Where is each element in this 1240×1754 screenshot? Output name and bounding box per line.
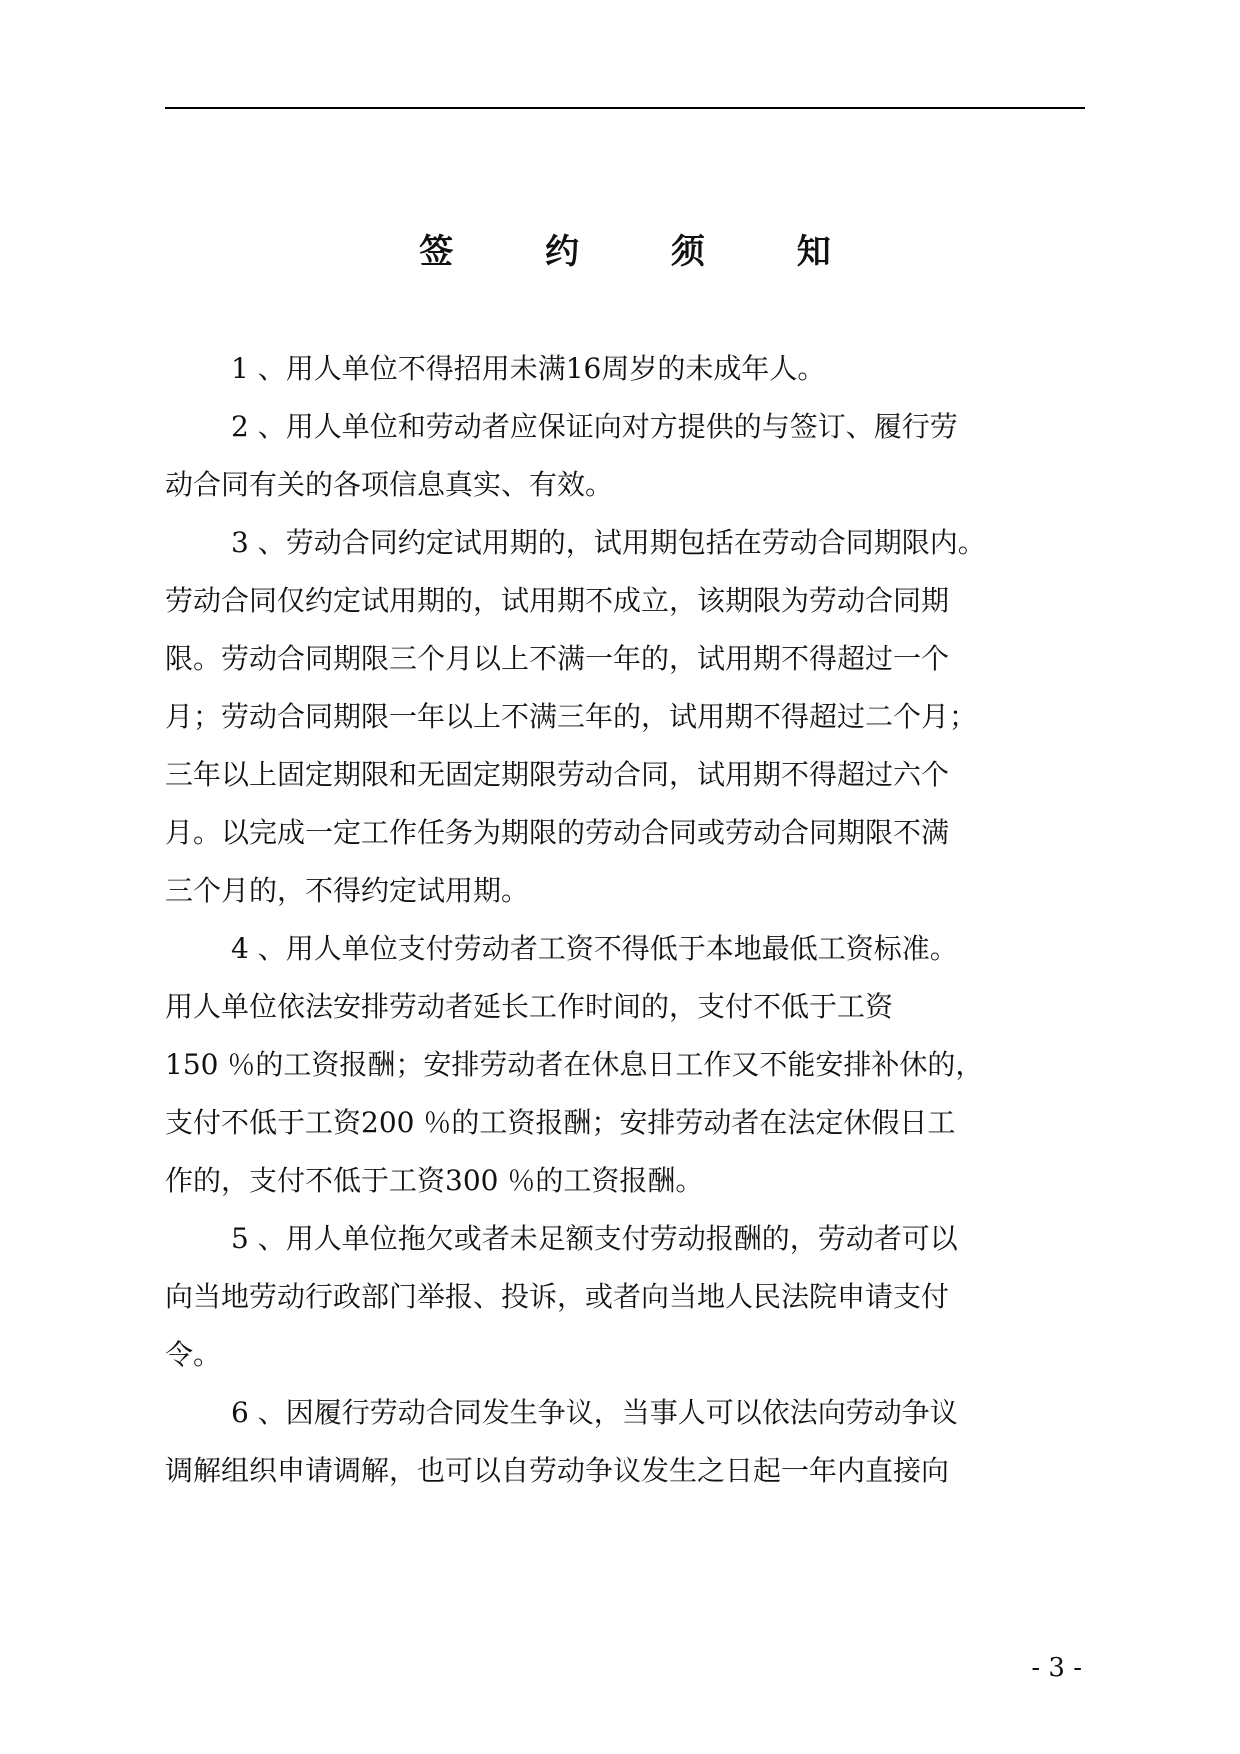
paragraph-line: 限。劳动合同期限三个月以上不满一年的，试用期不得超过一个 [165,642,950,675]
paragraph-6 [165,1384,1085,1500]
paragraph-line: 月；劳动合同期限一年以上不满三年的，试用期不得超过二个月； [165,700,978,733]
paragraph-line: 3 、劳动合同约定试用期的，试用期包括在劳动合同期限内。 [231,526,986,559]
paragraph-2 [165,398,1085,514]
paragraph-line: 调解组织申请调解，也可以自劳动争议发生之日起一年内直接向 [165,1454,950,1487]
paragraph-line: 1 、用人单位不得招用未满16周岁的未成年人。 [231,352,826,385]
paragraph-line: 2 、用人单位和劳动者应保证向对方提供的与签订、履行劳 [231,410,958,443]
document-title: 签 约 须 知 [419,232,871,272]
paragraph-line: 用人单位依法安排劳动者延长工作时间的，支付不低于工资 [165,990,894,1023]
paragraph-line: 劳动合同仅约定试用期的，试用期不成立，该期限为劳动合同期 [165,584,950,617]
paragraph-line: 令。 [165,1338,222,1371]
paragraph-line: 4 、用人单位支付劳动者工资不得低于本地最低工资标准。 [231,932,958,965]
paragraph-line: 月。以完成一定工作任务为期限的劳动合同或劳动合同期限不满 [165,816,950,849]
paragraph-line: 动合同有关的各项信息真实、有效。 [165,468,614,501]
page-number: - 3 - [1031,1653,1082,1683]
paragraph-line: 6 、因履行劳动合同发生争议，当事人可以依法向劳动争议 [231,1396,958,1429]
paragraph-3 [165,514,1085,920]
paragraph-line: 作的，支付不低于工资300 ％的工资报酬。 [165,1164,704,1197]
paragraph-line: 向当地劳动行政部门举报、投诉，或者向当地人民法院申请支付 [165,1280,950,1313]
header-rule [165,107,1085,109]
paragraph-5 [165,1210,1085,1384]
paragraph-line: 150 ％的工资报酬；安排劳动者在休息日工作又不能安排补休的， [165,1048,984,1081]
paragraph-1 [165,340,1085,398]
paragraph-line: 三个月的，不得约定试用期。 [165,874,530,907]
paragraph-line: 三年以上固定期限和无固定期限劳动合同，试用期不得超过六个 [165,758,950,791]
document-body [165,340,1085,1500]
paragraph-4 [165,920,1085,1210]
paragraph-line: 5 、用人单位拖欠或者未足额支付劳动报酬的，劳动者可以 [231,1222,958,1255]
paragraph-line: 支付不低于工资200 ％的工资报酬；安排劳动者在法定休假日工 [165,1106,956,1139]
